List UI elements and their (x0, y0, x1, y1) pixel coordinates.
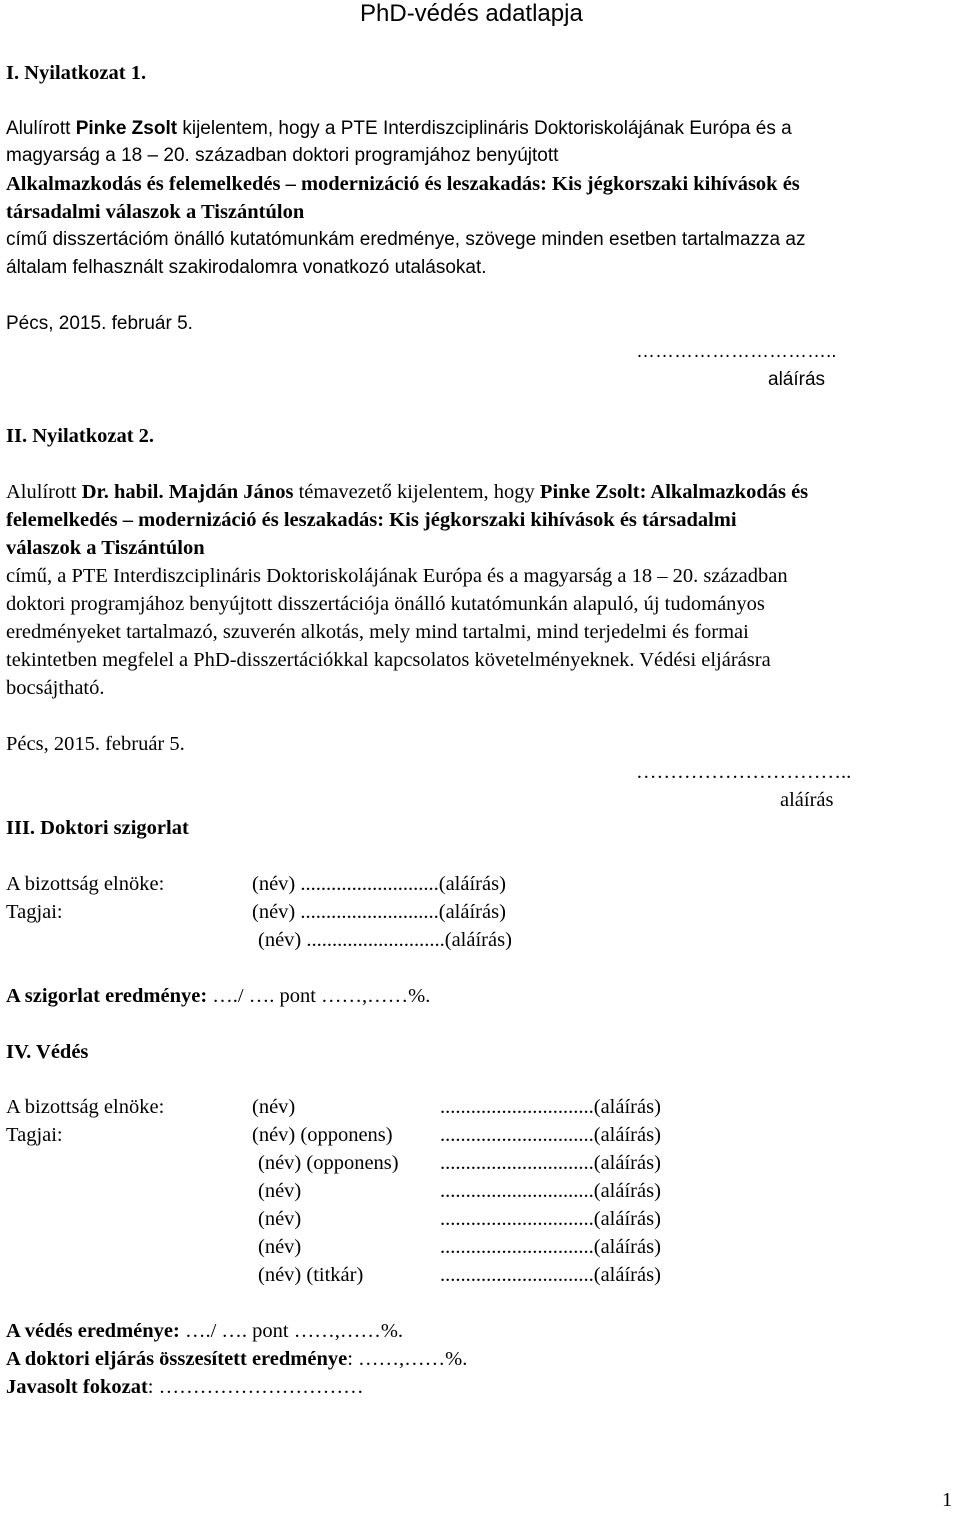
s4-sig-5: ..............................(aláírás) (440, 1208, 661, 1230)
s4-result (6, 1321, 403, 1342)
s2-line-4 (6, 566, 788, 587)
s4-name-5: (név) (258, 1208, 302, 1230)
s4-degree (6, 1377, 364, 1398)
s3-result-label: A szigorlat eredménye: (6, 985, 208, 1007)
supervisor-name: Majdán János (163, 481, 294, 503)
s3-members-label: Tagjai: (6, 901, 63, 923)
s1-line-1a: Alulírott (6, 118, 76, 139)
s2-signature-dots: ………………………….. (636, 761, 852, 783)
s2-line-5: doktori programjához benyújtott disszertációja önálló kutatómunkán alapuló, új tudományos (6, 593, 765, 615)
s4-name-7: (név) (titkár) (258, 1264, 364, 1286)
s2-line-4b: 20. században (672, 565, 788, 587)
s1-line-2a: magyarság a 18 (6, 145, 143, 166)
s2-line-2b: modernizáció és leszakadás: Kis jégkorszaki kihívások és társadalmi (138, 509, 737, 531)
s4-name-6: (név) (258, 1236, 302, 1258)
s4-sig-2: ..............................(aláírás) (440, 1124, 661, 1146)
s3-chair-label: A bizottság elnöke: (6, 873, 165, 895)
s4-result-label: A védés eredménye: (6, 1320, 180, 1342)
s4-name-2: (név) (opponens) (252, 1124, 393, 1146)
s4-degree-value: : ………………………… (147, 1376, 364, 1398)
s4-degree-label: Javasolt fokozat (6, 1376, 148, 1398)
s2-line-6: eredményeket tartalmazó, szuverén alkotás, mely mind tartalmi, mind terjedelmi és formai (6, 621, 749, 643)
s1-line-2 (6, 146, 558, 165)
thesis-title-1b: modernizáció és leszakadás: Kis jégkorszaki kihívások és (300, 173, 800, 195)
s3-result (6, 986, 430, 1007)
s2-line-2a: felemelkedés (6, 509, 118, 531)
section-2-heading: II. Nyilatkozat 2. (6, 425, 155, 447)
s2-line-1d: témavezető kijelentem, hogy (293, 481, 540, 503)
s4-sig-6: ..............................(aláírás) (440, 1236, 661, 1258)
s4-sig-3: ..............................(aláírás) (440, 1152, 661, 1174)
s4-total (6, 1349, 467, 1370)
s4-sig-4: ..............................(aláírás) (440, 1180, 661, 1202)
s3-row-1: (név) ...........................(aláírás) (252, 873, 506, 895)
em-dash: – (280, 173, 301, 195)
section-3-heading: III. Doktori szigorlat (6, 817, 189, 839)
s4-sig-1: ..............................(aláírás) (440, 1096, 661, 1118)
s1-line-1 (6, 119, 792, 138)
s2-line-8: bocsájtható. (6, 677, 105, 699)
s4-total-value: : ……,……%. (347, 1348, 468, 1370)
s4-members-label: Tagjai: (6, 1124, 63, 1146)
thesis-title-1a: Alkalmazkodás és felemelkedés (6, 173, 281, 195)
s2-line-2 (6, 510, 737, 531)
s1-line-4: című disszertációm önálló kutatómunkám eredménye, szövege minden esetben tartalmazza az (6, 229, 806, 250)
thesis-title-line-2: társadalmi válaszok a Tiszántúlon (6, 201, 305, 223)
s4-name-1: (név) (252, 1096, 296, 1118)
s1-date: Pécs, 2015. február 5. (6, 313, 193, 334)
s1-line-5: általam felhasznált szakirodalomra vonatkozó utalásokat. (6, 257, 487, 278)
page-number: 1 (942, 1489, 953, 1511)
s1-line-2b: 20. században doktori programjához benyújtott (163, 145, 559, 166)
s4-result-value: …./ …. pont ……,……%. (179, 1320, 404, 1342)
s1-line-1c: kijelentem, hogy a PTE Interdiszciplináris Doktoriskolájának Európa és a (177, 118, 792, 139)
s3-row-3: (név) ...........................(aláírás) (258, 929, 512, 951)
s2-line-3: válaszok a Tiszántúlon (6, 537, 205, 559)
s2-line-1a: Alulírott (6, 481, 82, 503)
en-dash: – (652, 565, 673, 587)
s1-signature-dots: ………………………….. (636, 341, 837, 362)
s2-line-4a: című, a PTE Interdiszciplináris Doktoriskolájának Európa és a magyarság a 18 (6, 565, 653, 587)
page-title: PhD-védés adatlapja (360, 0, 583, 27)
s4-total-label: A doktori eljárás összesített eredménye (6, 1348, 348, 1370)
s3-result-value: …./ …. pont ……,……%. (207, 985, 431, 1007)
thesis-title-line-1 (6, 174, 800, 195)
section-4-heading: IV. Védés (6, 1041, 89, 1063)
s3-row-2: (név) ...........................(aláírás) (252, 901, 506, 923)
s2-date: Pécs, 2015. február 5. (6, 733, 185, 755)
s2-signature-label: aláírás (780, 789, 834, 811)
candidate-name: Pinke Zsolt (75, 118, 178, 139)
s4-name-4: (név) (258, 1180, 302, 1202)
s1-signature-label: aláírás (768, 369, 826, 390)
s4-sig-7: ..............................(aláírás) (440, 1264, 661, 1286)
s2-line-1 (6, 482, 808, 503)
s2-line-7: tekintetben megfelel a PhD-disszertációkkal kapcsolatos követelményeknek. Védési eljárásra (6, 649, 771, 671)
em-dash: – (117, 509, 139, 531)
en-dash: – (142, 145, 164, 166)
supervisor-title: Dr. habil. (81, 481, 164, 503)
s4-name-3: (név) (opponens) (258, 1152, 399, 1174)
s4-chair-label: A bizottság elnöke: (6, 1096, 165, 1118)
s2-line-1e: Pinke Zsolt: Alkalmazkodás és (539, 481, 809, 503)
section-1-heading: I. Nyilatkozat 1. (6, 62, 147, 84)
